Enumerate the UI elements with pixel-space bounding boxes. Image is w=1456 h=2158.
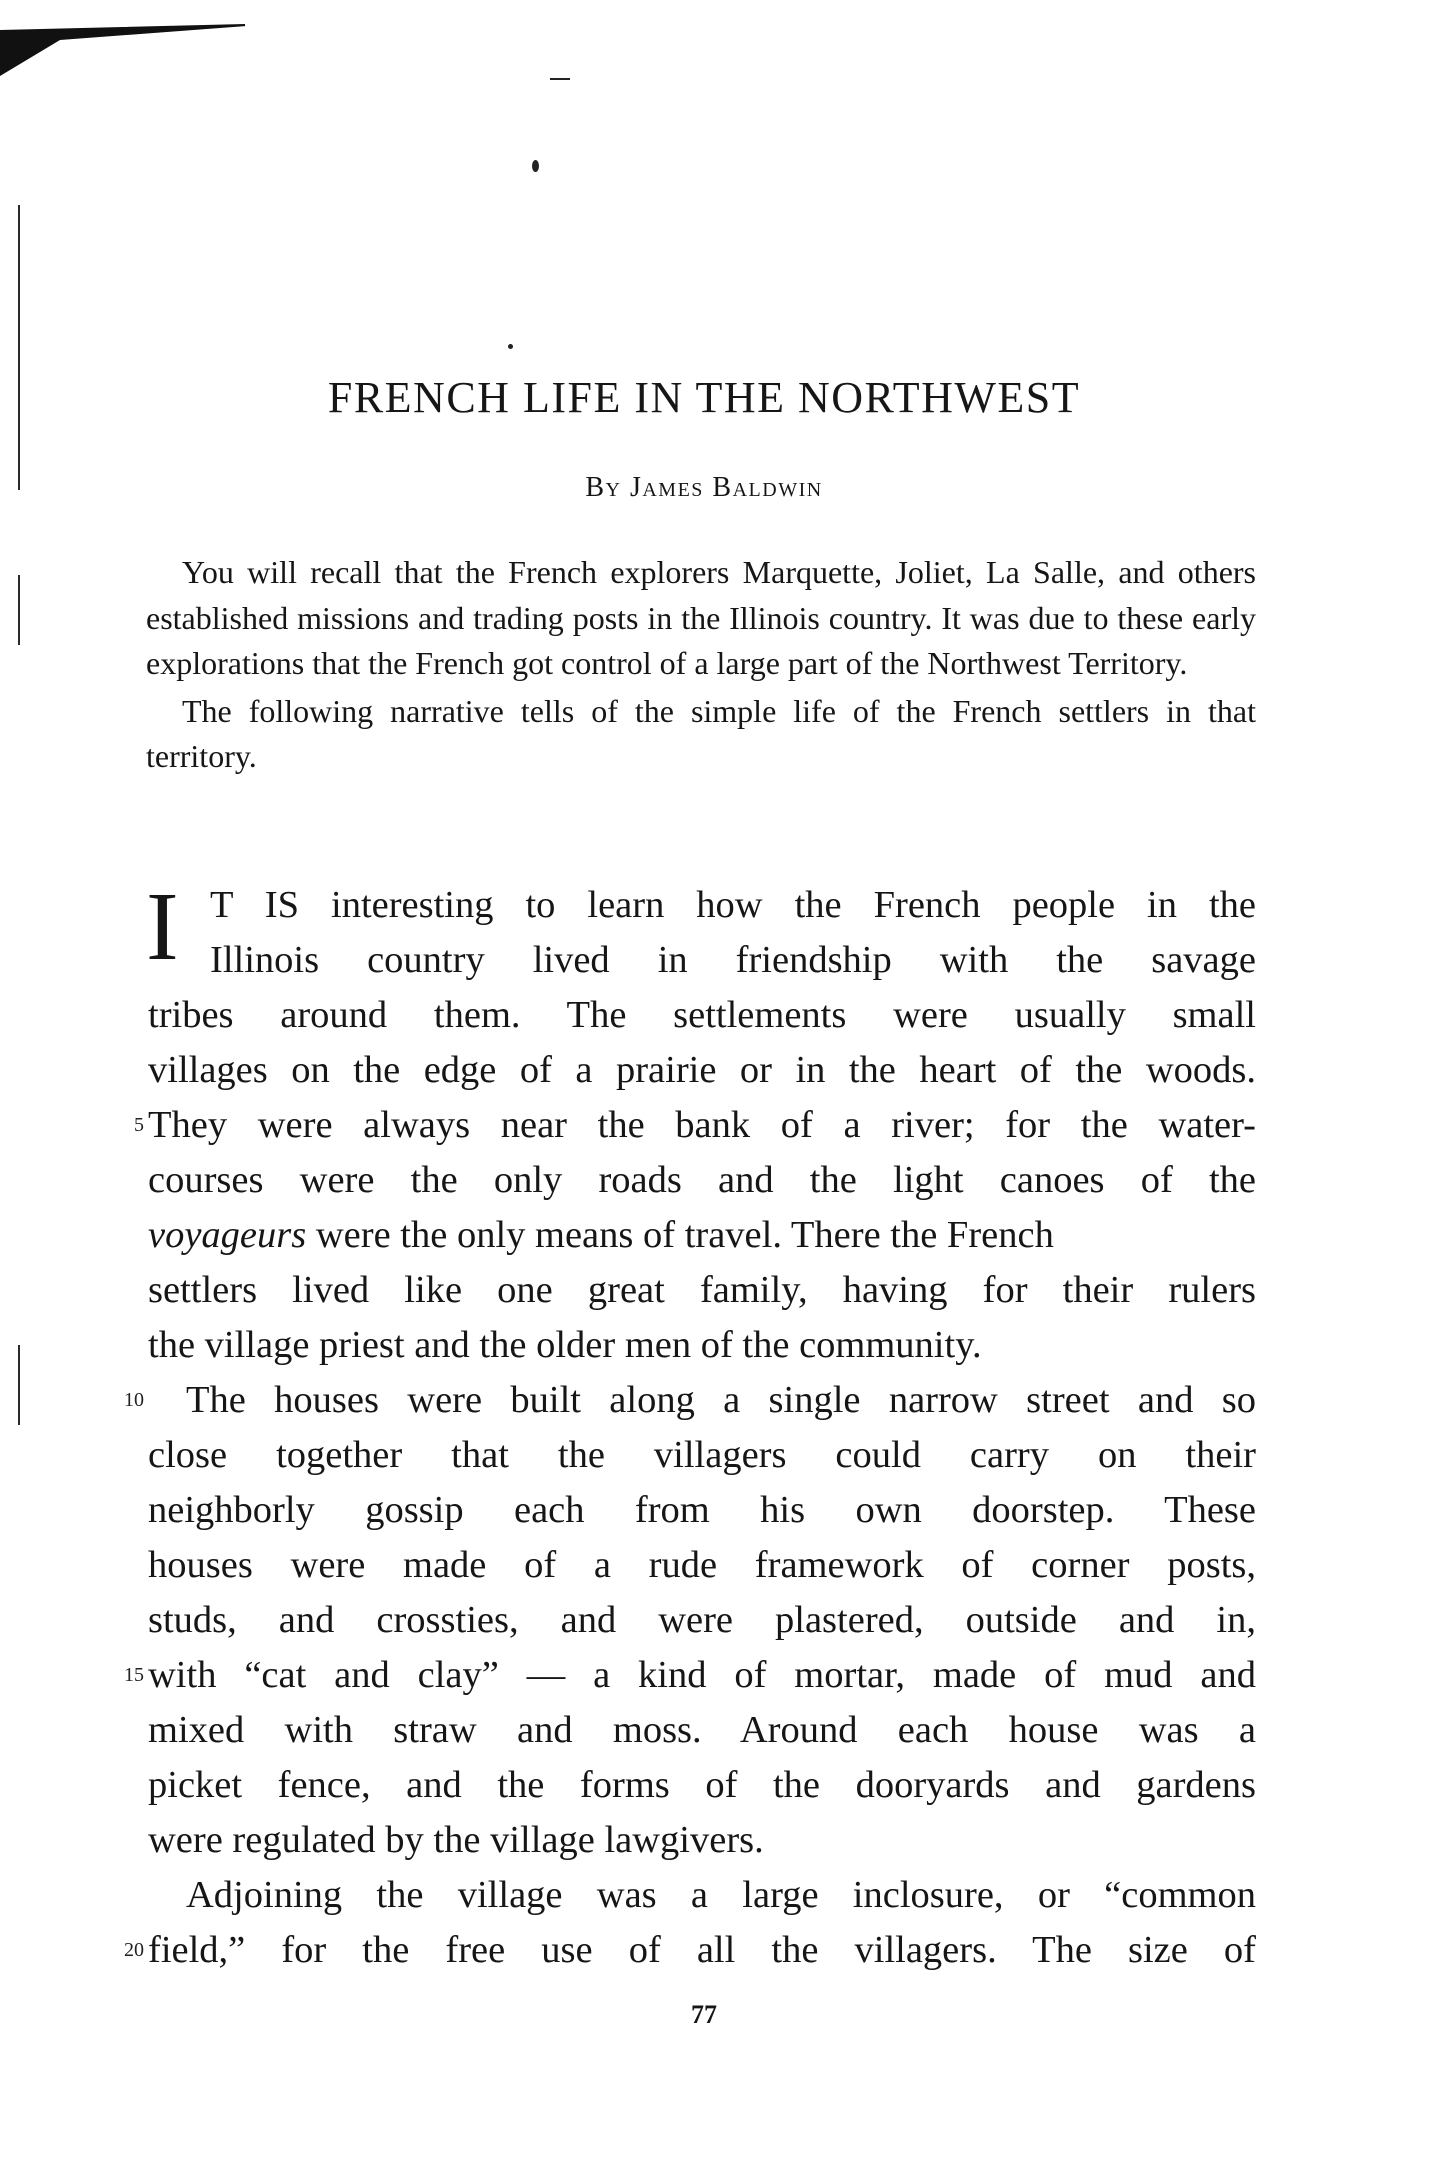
article-title: FRENCH LIFE IN THE NORTHWEST	[327, 373, 1081, 422]
text-line: were regulated by the village lawgivers.	[148, 1819, 764, 1861]
introduction	[146, 550, 1256, 782]
line-number: 15	[124, 1664, 144, 1686]
page-number: 77	[691, 2000, 717, 2029]
line-number: 5	[134, 1114, 144, 1136]
italic-term: voyageurs	[148, 1214, 307, 1256]
text-line: close together that the villagers could carry on their	[148, 1434, 1256, 1476]
line-number: 10	[124, 1389, 144, 1411]
intro-paragraph: You will recall that the French explorers Marquette, Joliet, La Salle, and others established missions and trading posts in the Illinois country. It was due to these early explorations that the French got control of a large part of the Northwest Territory.	[146, 554, 1256, 681]
text-line: villages on the edge of a prairie or in the heart of the woods.	[148, 1049, 1256, 1091]
text-line: neighborly gossip each from his own doorstep. These	[148, 1489, 1256, 1531]
scan-edge-line	[18, 1345, 20, 1425]
drop-cap: I	[146, 873, 179, 981]
intro-paragraph: The following narrative tells of the simple life of the French settlers in that territory.	[146, 692, 1256, 774]
text-line: voyageurs were the only means of travel. There the French	[148, 1214, 1054, 1256]
scan-edge-line	[18, 575, 20, 645]
scan-corner-shadow	[0, 18, 245, 78]
author-byline: By James Baldwin	[585, 472, 823, 503]
scan-edge-line	[18, 205, 20, 490]
text-line: mixed with straw and moss. Around each house was a	[148, 1709, 1256, 1751]
text-line: T IS interesting to learn how the French people in the	[210, 884, 1256, 926]
text-line: settlers lived like one great family, having for their rulers	[148, 1269, 1256, 1311]
scan-speck	[508, 344, 513, 349]
text-line: houses were made of a rude framework of corner posts,	[148, 1544, 1256, 1586]
line-number: 20	[124, 1939, 144, 1961]
text-line: They were always near the bank of a river; for the water-	[148, 1104, 1256, 1146]
text-line: with “cat and clay” — a kind of mortar, made of mud and	[148, 1654, 1256, 1696]
text-line: the village priest and the older men of the community.	[148, 1324, 982, 1366]
text-line: The houses were built along a single narrow street and so	[186, 1379, 1256, 1421]
text-line: Illinois country lived in friendship with the savage	[210, 939, 1256, 981]
text-line: studs, and crossties, and were plastered, outside and in,	[148, 1599, 1256, 1641]
scan-speck	[550, 78, 570, 80]
text-line: picket fence, and the forms of the dooryards and gardens	[148, 1764, 1256, 1806]
text-line: field,” for the free use of all the villagers. The size of	[148, 1929, 1256, 1971]
text-line: tribes around them. The settlements were usually small	[148, 994, 1256, 1036]
text-line: Adjoining the village was a large inclosure, or “common	[186, 1874, 1256, 1916]
text-line: courses were the only roads and the light canoes of the	[148, 1159, 1256, 1201]
scan-speck	[532, 160, 539, 172]
